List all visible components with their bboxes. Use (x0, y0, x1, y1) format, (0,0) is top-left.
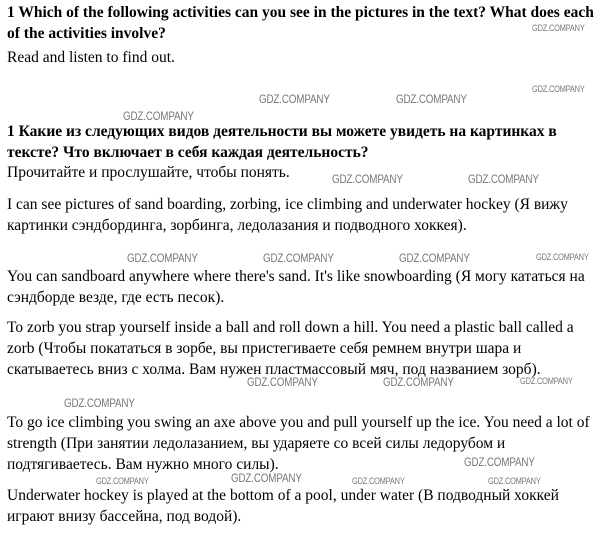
watermark: GDZ.COMPANY (464, 455, 535, 469)
watermark: GDZ.COMPANY (488, 476, 541, 486)
answer-paragraph-sandboarding: You can sandboard anywhere where there's sand. It's like snowboarding (Я могу кататься на сэндборде везде, где есть песок). (7, 268, 585, 306)
watermark: GDZ.COMPANY (231, 471, 302, 485)
watermark: GDZ.COMPANY (383, 375, 454, 389)
watermark: GDZ.COMPANY (127, 251, 198, 265)
watermark: GDZ.COMPANY (247, 375, 318, 389)
watermark: GDZ.COMPANY (332, 172, 403, 186)
watermark: GDZ.COMPANY (536, 252, 589, 262)
watermark: GDZ.COMPANY (64, 396, 135, 410)
exercise-heading-ru: 1 Какие из следующих видов деятельности вы можете увидеть на картинках в тексте? Что включает в себя каждая деятельность? (7, 123, 557, 161)
answer-paragraph-overview: I can see pictures of sand boarding, zorbing, ice climbing and underwater hockey (Я вижу картинки сэндбординга, зорбинга, ледолазания и подводного хоккея). (7, 196, 568, 234)
watermark: GDZ.COMPANY (123, 109, 194, 123)
answer-paragraph-underwater-hockey: Underwater hockey is played at the bottom of a pool, under water (В подводный хоккей играют внизу бассейна, под водой). (7, 487, 559, 525)
watermark: GDZ.COMPANY (468, 172, 539, 186)
watermark: GDZ.COMPANY (399, 251, 470, 265)
watermark: GDZ.COMPANY (263, 251, 334, 265)
answer-paragraph-ice-climbing: To go ice climbing you swing an axe above you and pull yourself up the ice. You need a lot of strength (При занятии ледолазанием, вы ударяете со всей силы ледорубом и подтягиваетесь. Вам нужно много силы). (7, 414, 590, 473)
exercise-instruction-ru: Прочитайте и прослушайте, чтобы понять. (7, 164, 290, 181)
watermark: GDZ.COMPANY (352, 476, 405, 486)
watermark: GDZ.COMPANY (259, 92, 330, 106)
watermark: GDZ.COMPANY (96, 476, 149, 486)
exercise-instruction-en: Read and listen to find out. (7, 49, 175, 66)
watermark: GDZ.COMPANY (520, 376, 573, 386)
answer-paragraph-zorbing: To zorb you strap yourself inside a ball and roll down a hill. You need a plastic ball called a zorb (Чтобы покататься в зорбе, вы пристегиваете себя ремнем внутри шара и скатываетесь вниз с холма. Вам нужен пластмассовый мяч, под названием зорб). (7, 319, 574, 378)
watermark: GDZ.COMPANY (532, 23, 585, 33)
watermark: GDZ.COMPANY (532, 84, 585, 94)
watermark: GDZ.COMPANY (396, 92, 467, 106)
exercise-heading-en: 1 Which of the following activities can you see in the pictures in the text? What does each of the activities involve? (7, 4, 594, 42)
